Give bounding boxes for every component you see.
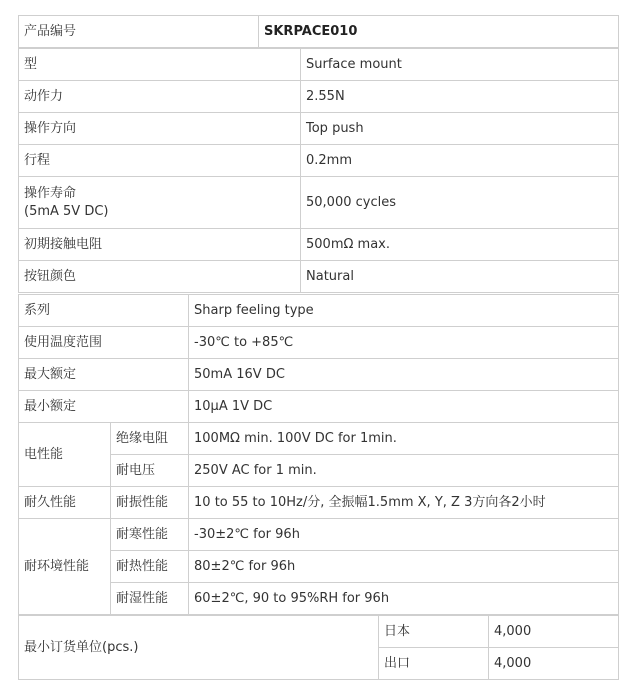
- spec-row: [19, 81, 619, 113]
- perf-row: [19, 423, 619, 455]
- spec-value: 0.2mm: [301, 145, 619, 177]
- spec-value: 500mΩ max.: [301, 229, 619, 261]
- perf-row: [19, 519, 619, 551]
- max-rating-value: 50mA 16V DC: [189, 359, 619, 391]
- spec-row: [19, 113, 619, 145]
- product-number-label: 产品编号: [19, 16, 259, 48]
- series-value: Sharp feeling type: [189, 295, 619, 327]
- spec-row: [19, 229, 619, 261]
- perf-row: [19, 295, 619, 327]
- product-number-value: SKRPACE010: [259, 16, 619, 48]
- spec-label: 操作方向: [19, 113, 301, 145]
- perf-row: [19, 391, 619, 423]
- min-rating-value: 10μA 1V DC: [189, 391, 619, 423]
- spec-value: Surface mount: [301, 49, 619, 81]
- spec-label: 动作力: [19, 81, 301, 113]
- insulation-value: 100MΩ min. 100V DC for 1min.: [189, 423, 619, 455]
- durability-label: 耐久性能: [19, 487, 111, 519]
- voltage-label: 耐电压: [111, 455, 189, 487]
- perf-row: [19, 487, 619, 519]
- series-label: 系列: [19, 295, 189, 327]
- moq-japan-label: 日本: [379, 616, 489, 648]
- moq-row: [19, 616, 619, 648]
- heat-label: 耐热性能: [111, 551, 189, 583]
- spec-label-line2: (5mA 5V DC): [24, 203, 109, 219]
- vibration-value: 10 to 55 to 10Hz/分, 全振幅1.5mm X, Y, Z 3方向各2小时: [189, 487, 619, 519]
- cold-value: -30±2℃ for 96h: [189, 519, 619, 551]
- moq-table: [18, 615, 619, 680]
- insulation-label: 绝缘电阻: [111, 423, 189, 455]
- spec-row: [19, 261, 619, 293]
- spec-label-line1: 操作寿命: [24, 185, 77, 201]
- perf-row: [19, 359, 619, 391]
- spec-row: [19, 177, 619, 229]
- temp-value: -30℃ to +85℃: [189, 327, 619, 359]
- spec-value: 50,000 cycles: [301, 177, 619, 229]
- moq-japan-value: 4,000: [489, 616, 619, 648]
- temp-label: 使用温度范围: [19, 327, 189, 359]
- spec-value: 2.55N: [301, 81, 619, 113]
- spec-row: [19, 49, 619, 81]
- voltage-value: 250V AC for 1 min.: [189, 455, 619, 487]
- moq-export-value: 4,000: [489, 648, 619, 680]
- spec-value: Natural: [301, 261, 619, 293]
- moq-label: 最小订货单位(pcs.): [19, 616, 379, 680]
- cold-label: 耐寒性能: [111, 519, 189, 551]
- min-rating-label: 最小额定: [19, 391, 189, 423]
- humidity-value: 60±2℃, 90 to 95%RH for 96h: [189, 583, 619, 615]
- performance-table: [18, 294, 619, 615]
- spec-label: 行程: [19, 145, 301, 177]
- perf-row: [19, 327, 619, 359]
- spec-value: Top push: [301, 113, 619, 145]
- spec-table: [18, 48, 619, 293]
- humidity-label: 耐湿性能: [111, 583, 189, 615]
- product-number-row: [19, 16, 619, 48]
- electrical-label: 电性能: [19, 423, 111, 487]
- heat-value: 80±2℃ for 96h: [189, 551, 619, 583]
- environmental-label: 耐环境性能: [19, 519, 111, 615]
- spec-label: 型: [19, 49, 301, 81]
- spec-row: [19, 145, 619, 177]
- spec-label: [19, 177, 301, 229]
- spec-label: 初期接触电阻: [19, 229, 301, 261]
- product-header-table: [18, 15, 619, 48]
- max-rating-label: 最大额定: [19, 359, 189, 391]
- vibration-label: 耐振性能: [111, 487, 189, 519]
- spec-label: 按钮颜色: [19, 261, 301, 293]
- moq-export-label: 出口: [379, 648, 489, 680]
